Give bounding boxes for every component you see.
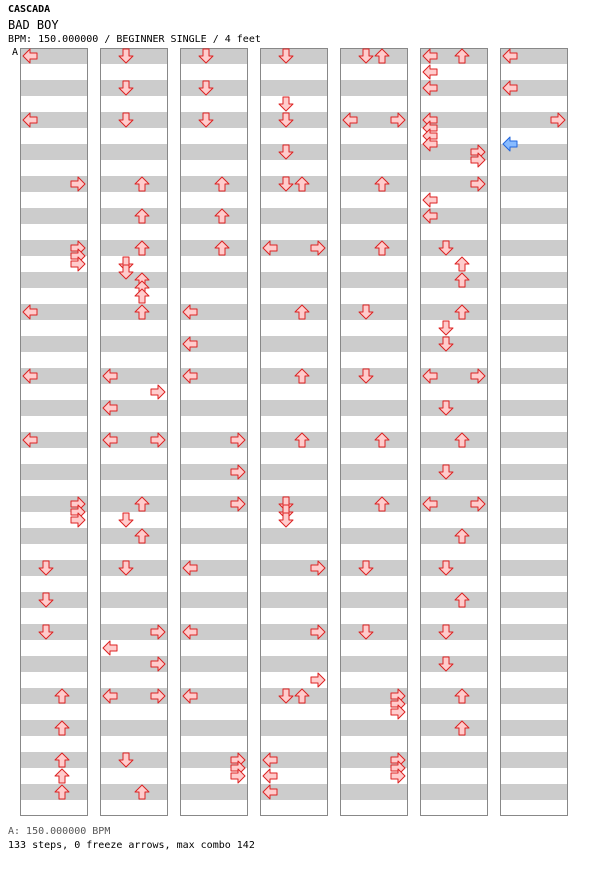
beat-stripe (260, 464, 328, 480)
beat-stripe (100, 336, 168, 352)
beat-stripe (340, 528, 408, 544)
beat-stripe (100, 528, 168, 544)
beat-stripe (100, 304, 168, 320)
beat-stripe (20, 592, 88, 608)
beat-stripe (420, 592, 488, 608)
footer-stats: 133 steps, 0 freeze arrows, max combo 142 (8, 840, 255, 851)
beat-stripe (180, 784, 248, 800)
beat-stripe (20, 560, 88, 576)
beat-stripe (20, 752, 88, 768)
beat-stripe (260, 400, 328, 416)
beat-stripe (500, 464, 568, 480)
beat-stripe (340, 272, 408, 288)
beat-stripe (500, 496, 568, 512)
beat-stripe (500, 272, 568, 288)
beat-stripe (500, 592, 568, 608)
beat-stripe (100, 176, 168, 192)
beat-stripe (20, 464, 88, 480)
beat-stripe (500, 784, 568, 800)
beat-stripe (20, 336, 88, 352)
beat-stripe (100, 144, 168, 160)
beat-stripe (260, 592, 328, 608)
bpm-marker-label: A (12, 47, 19, 58)
beat-stripe (500, 400, 568, 416)
beat-stripe (260, 336, 328, 352)
chart-column (500, 48, 568, 816)
beat-stripe (500, 304, 568, 320)
beat-stripe (420, 240, 488, 256)
beat-stripe (180, 720, 248, 736)
beat-stripe (340, 304, 408, 320)
beat-stripe (260, 176, 328, 192)
beat-stripe (340, 176, 408, 192)
beat-stripe (340, 720, 408, 736)
beat-stripe (420, 336, 488, 352)
beat-stripe (340, 48, 408, 64)
footer-bpm: A: 150.000000 BPM (8, 826, 111, 837)
beat-stripe (100, 80, 168, 96)
beat-stripe (340, 624, 408, 640)
beat-stripe (100, 272, 168, 288)
beat-stripe (100, 464, 168, 480)
beat-stripe (420, 784, 488, 800)
beat-stripe (340, 496, 408, 512)
beat-stripe (420, 624, 488, 640)
beat-stripe (260, 304, 328, 320)
beat-stripe (180, 176, 248, 192)
beat-stripe (340, 400, 408, 416)
beat-stripe (20, 272, 88, 288)
beat-stripe (420, 272, 488, 288)
song-title: BAD BOY (8, 18, 59, 32)
beat-stripe (100, 784, 168, 800)
beat-stripe (180, 528, 248, 544)
beat-stripe (20, 208, 88, 224)
artist-name: CASCADA (8, 4, 51, 15)
beat-stripe (260, 432, 328, 448)
beat-stripe (260, 144, 328, 160)
beat-stripe (340, 656, 408, 672)
beat-stripe (260, 80, 328, 96)
beat-stripe (260, 656, 328, 672)
beat-stripe (20, 624, 88, 640)
beat-stripe (260, 48, 328, 64)
beat-stripe (180, 208, 248, 224)
beat-stripe (180, 144, 248, 160)
beat-stripe (20, 784, 88, 800)
beat-stripe (500, 368, 568, 384)
beat-stripe (180, 80, 248, 96)
beat-stripe (500, 240, 568, 256)
beat-stripe (340, 560, 408, 576)
chart-info: BPM: 150.000000 / BEGINNER SINGLE / 4 feet (8, 34, 261, 45)
beat-stripe (100, 720, 168, 736)
beat-stripe (340, 80, 408, 96)
beat-stripe (340, 144, 408, 160)
beat-stripe (500, 656, 568, 672)
beat-stripe (340, 432, 408, 448)
beat-stripe (340, 784, 408, 800)
beat-stripe (500, 624, 568, 640)
beat-stripe (420, 720, 488, 736)
beat-stripe (100, 496, 168, 512)
beat-stripe (500, 336, 568, 352)
beat-stripe (420, 304, 488, 320)
beat-stripe (340, 592, 408, 608)
beat-stripe (420, 432, 488, 448)
beat-stripe (340, 336, 408, 352)
beat-stripe (180, 112, 248, 128)
beat-stripe (500, 208, 568, 224)
beat-stripe (180, 272, 248, 288)
beat-stripe (100, 592, 168, 608)
beat-stripe (500, 688, 568, 704)
beat-stripe (180, 592, 248, 608)
beat-stripe (100, 112, 168, 128)
beat-stripe (20, 400, 88, 416)
beat-stripe (20, 80, 88, 96)
beat-stripe (180, 48, 248, 64)
beat-stripe (100, 752, 168, 768)
beat-stripe (340, 208, 408, 224)
beat-stripe (260, 496, 328, 512)
beat-stripe (420, 688, 488, 704)
beat-stripe (100, 208, 168, 224)
beat-stripe (260, 208, 328, 224)
beat-stripe (420, 752, 488, 768)
beat-stripe (260, 528, 328, 544)
beat-stripe (20, 720, 88, 736)
beat-stripe (260, 688, 328, 704)
beat-stripe (420, 464, 488, 480)
beat-stripe (260, 112, 328, 128)
beat-stripe (20, 688, 88, 704)
beat-stripe (100, 48, 168, 64)
beat-stripe (260, 720, 328, 736)
beat-stripe (180, 240, 248, 256)
beat-stripe (500, 720, 568, 736)
beat-stripe (100, 560, 168, 576)
beat-stripe (420, 656, 488, 672)
beat-stripe (500, 432, 568, 448)
chart-column (260, 48, 328, 816)
beat-stripe (420, 560, 488, 576)
beat-stripe (500, 176, 568, 192)
beat-stripe (180, 656, 248, 672)
beat-stripe (500, 560, 568, 576)
chart-column (20, 48, 88, 816)
beat-stripe (340, 368, 408, 384)
beat-stripe (420, 400, 488, 416)
beat-stripe (100, 240, 168, 256)
beat-stripe (20, 656, 88, 672)
beat-stripe (20, 528, 88, 544)
beat-stripe (20, 144, 88, 160)
beat-stripe (180, 400, 248, 416)
beat-stripe (340, 240, 408, 256)
beat-stripe (500, 752, 568, 768)
beat-stripe (420, 528, 488, 544)
beat-stripe (260, 272, 328, 288)
beat-stripe (500, 528, 568, 544)
beat-stripe (260, 368, 328, 384)
beat-stripe (340, 464, 408, 480)
